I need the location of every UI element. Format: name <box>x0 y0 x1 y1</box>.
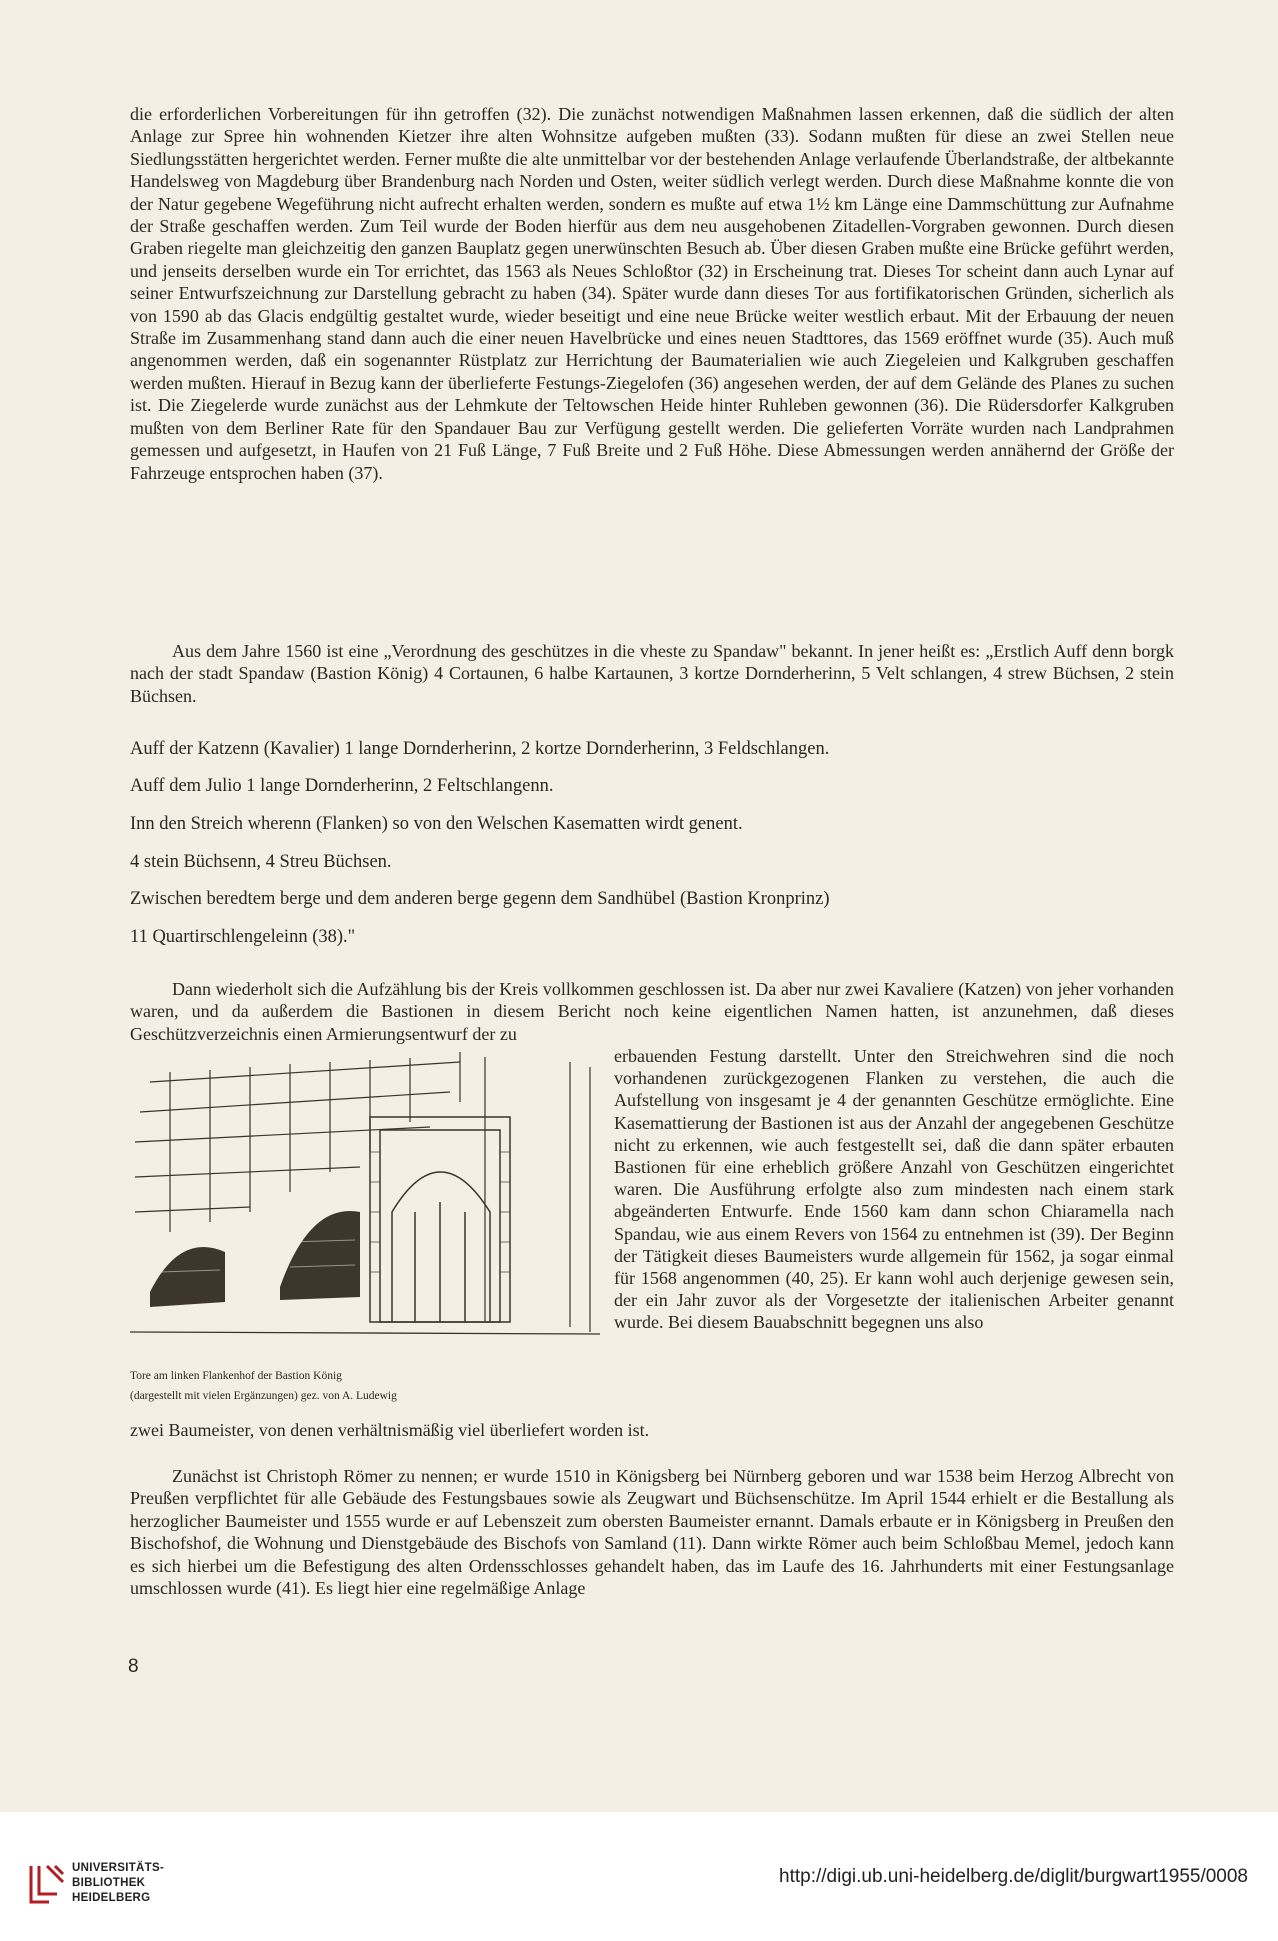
paragraph-3-final-line: zwei Baumeister, von denen verhältnismäßig viel überliefert worden ist. <box>130 1420 650 1440</box>
quote-line-5: Zwischen beredtem berge und dem anderen berge gegenn dem Sandhübel (Bastion Kronprinz) <box>130 889 830 909</box>
gate-drawing <box>130 1042 600 1342</box>
paragraph-3: Dann wiederholt sich die Aufzählung bis der Kreis vollkommen geschlossen ist. Da aber nur zwei Kavaliere (Katzen) von jeher vorhanden waren, und da außerdem die Bastionen in diesem Bericht noch keine eigentlichen Namen hatten, ist anzunehmen, daß dieses Geschützverzeichnis einen Armierungsentwurf der zu <box>130 979 1174 1044</box>
gate-illustration <box>130 1042 600 1342</box>
page-number: 8 <box>128 1656 139 1677</box>
source-url[interactable]: http://digi.ub.uni-heidelberg.de/diglit/burgwart1955/0008 <box>779 1866 1248 1887</box>
quote-line-3: Inn den Streich wherenn (Flanken) so von den Welschen Kasematten wirdt genent. <box>130 814 743 834</box>
paragraph-1: die erforderlichen Vorbereitungen für ihn getroffen (32). Die zunächst notwendigen Maßnahmen lassen erkennen, daß die südlich der alten Anlage zur Spree hin wohnenden Kietzer ihre alten Wohnsitze aufgeben mußten (33). Sodann mußten für diese an zwei Stellen neue Siedlungsstätten hergerichtet werden. Ferner mußte die alte unmittelbar vor der bestehenden Anlage verlaufende Überlandstraße, der altbekannte Handelsweg von Magdeburg über Brandenburg nach Norden und Osten, weiter südlich verlegt werden. Durch diese Maßnahme konnte die von der Natur gegebene Wegeführung nicht aufrecht erhalten werden, sondern es mußte auf etwa 1½ km Länge eine Dammschüttung zur Aufnahme der Straße geschaffen werden. Zum Teil wurde der Boden hierfür aus dem neu ausgehobenen Zitadellen-Vorgraben gewonnen. Durch diesen Graben riegelte man gleichzeitig den ganzen Bauplatz gegen unerwünschten Besuch ab. Über diesen Graben mußte eine Brücke geführt werden, und jenseits derselben wurde ein Tor errichtet, das 1563 als Neues Schloßtor (32) in Erscheinung trat. Dieses Tor scheint dann auch Lynar auf seiner Entwurfszeichnung zur Darstellung gebracht zu haben (34). Später wurde dann dieses Tor aus fortifikatorischen Gründen, sicherlich als von 1590 ab das Glacis endgültig gestaltet wurde, wieder beseitigt und eine neue Brücke weiter westlich erbaut. Mit der Erbauung der neuen Straße im Zusammenhang stand dann auch die einer neuen Havelbrücke und eines neuen Stadttores, das 1569 eröffnet wurde (35). Auch muß angenommen werden, daß ein sogenannter Rüstplatz zur Herrichtung der Baumaterialien wie auch Ziegeleien und Kalkgruben geschaffen werden mußten. Hierauf in Bezug kann der überlieferte Festungs-Ziegelofen (36) angesehen werden, der auf dem Gelände des Planes zu suchen ist. Die Ziegelerde wurde zunächst aus der Lehmkute der Teltowschen Heide hinter Ruhleben gewonnen (36). Die Rüdersdorfer Kalkgruben mußten von dem Berliner Rate für den Spandauer Bau zur Verfügung gestellt werden. Die gelieferten Vorräte wurden nach Landprahmen gemessen und aufgesetzt, in Haufen von 21 Fuß Länge, 7 Fuß Breite und 2 Fuß Höhe. Diese Abmessungen werden annähernd der Größe der Fahrzeuge entsprochen haben (37). <box>130 104 1174 483</box>
quote-line-2: Auff dem Julio 1 lange Dornderherinn, 2 Feltschlangenn. <box>130 776 554 796</box>
paragraph-3-wrapped-column: erbauenden Festung darstellt. Unter den Streichwehren sind die noch vorhandenen zurückgezogenen Flanken zu verstehen, die auch die Aufstellung von insgesamt je 4 der genannten Geschütze ermöglichte. Eine Kasemattierung der Bastionen ist aus der Anzahl der angegebenen Geschütze nicht zu erkennen, wie auch festgestellt sei, daß die dann später erbauten Bastionen für eine erheblich größere Anzahl von Geschützen eingerichtet waren. Die Ausführung erfolgte also zum mindesten nach einem stark abgeänderten Entwurfe. Ende 1560 kam dann schon Chiaramella nach Spandau, wie aus einem Revers von 1564 zu entnehmen ist (39). Der Beginn der Tätigkeit dieses Baumeisters wurde allgemein für 1562, ja sogar einmal für 1568 angenommen (40, 25). Er kann wohl auch derjenige gewesen sein, der ein Jahr zuvor als der Vorgesetzte der italienischen Arbeiter genannt wurde. Bei diesem Bauabschnitt begegnen uns also <box>614 1046 1174 1333</box>
paragraph-2: Aus dem Jahre 1560 ist eine „Verordnung des geschützes in die vheste zu Spandaw" bekannt. In jener heißt es: „Erstlich Auff denn borgk nach der stadt Spandaw (Bastion König) 4 Cortaunen, 6 halbe Kartaunen, 3 kortze Dornderherinn, 5 Velt schlangen, 4 strew Büchsen, 2 stein Büchsen. <box>130 641 1174 706</box>
library-name: UNIVERSITÄTS- BIBLIOTHEK HEIDELBERG <box>72 1862 165 1904</box>
paragraph-4: Zunächst ist Christoph Römer zu nennen; er wurde 1510 in Königsberg bei Nürnberg geboren und war 1538 beim Herzog Albrecht von Preußen verpflichtet für alle Gebäude des Festungsbaues sowie als Zeugwart und Büchsenschütze. Im April 1544 erhielt er die Bestallung als herzoglicher Baumeister und 1555 wurde er auf Lebenszeit zum obersten Baumeister ernannt. Damals erbaute er in Königsberg in Preußen den Bischofshof, die Wohnung und Dienstgebäude des Bischofs von Samland (11). Dann wirkte Römer auch beim Schloßbau Memel, jedoch kann es sich hierbei um die Befestigung des alten Ordensschlosses gehandelt haben, das im Laufe des 16. Jahrhunderts mit einer Festungsanlage umschlossen wurde (41). Es liegt hier eine regelmäßige Anlage <box>130 1466 1174 1599</box>
quote-line-1: Auff der Katzenn (Kavalier) 1 lange Dornderherinn, 2 kortze Dornderherinn, 3 Feldschlangen. <box>130 739 830 759</box>
quote-line-6: 11 Quartirschlengeleinn (38)." <box>130 927 356 947</box>
figure-caption: Tore am linken Flankenhof der Bastion König (dargestellt mit vielen Ergänzungen) gez. von A. Ludewig <box>130 1370 397 1402</box>
library-logo-icon <box>27 1862 67 1906</box>
quote-line-4: 4 stein Büchsenn, 4 Streu Büchsen. <box>130 852 392 872</box>
